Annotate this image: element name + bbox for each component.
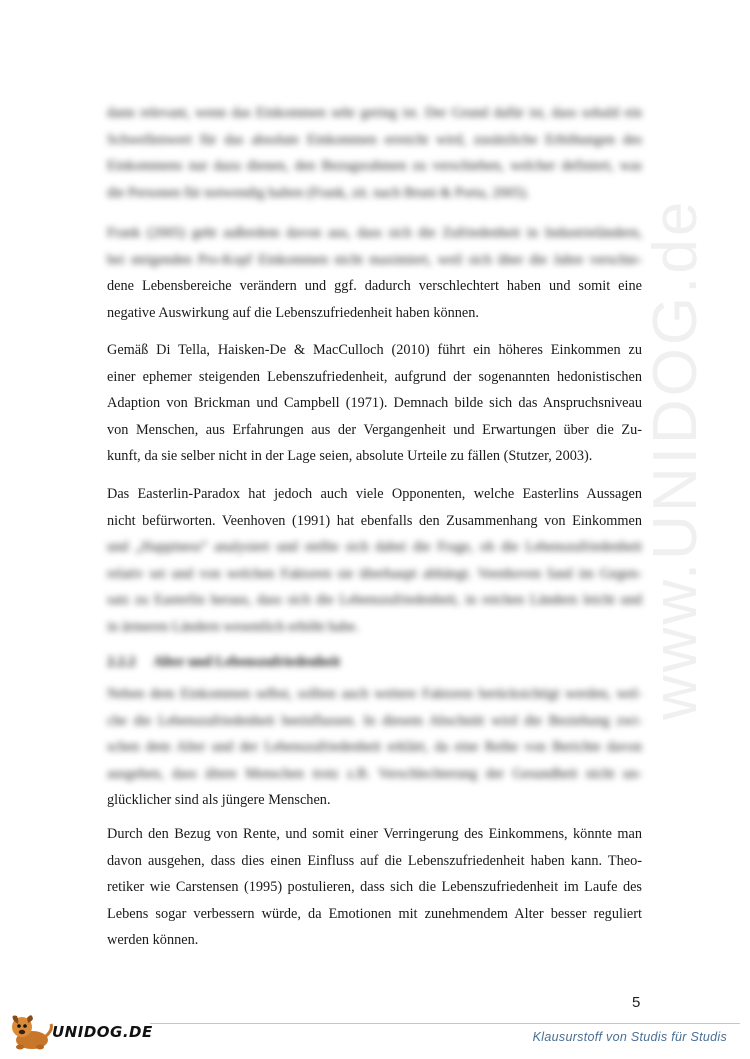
section-title: Alter und Lebenszufriedenheit — [153, 654, 341, 670]
text-line: dann relevant, wenn das Einkommen sehr gering ist. Der Grund dafür ist, dass sobald ein — [107, 105, 642, 121]
text-line: negative Auswirkung auf die Lebenszufriedenheit haben können. — [107, 304, 479, 321]
text-line: satz zu Easterlin heraus, dass sich die Lebenszufriedenheit, in reichen Ländern leicht und — [107, 592, 642, 608]
logo-text: UNIDOG.DE — [52, 1023, 153, 1041]
text-line: einer ephemer steigenden Lebenszufriedenheit, aufgrund der sogenannten hedonistischen — [107, 368, 642, 385]
text-line: von Menschen, aus Erfahrungen aus der Vergangenheit und Erwartungen über die Zu- — [107, 421, 642, 438]
dog-mascot-icon — [8, 1012, 54, 1052]
text-line: Lebens sogar verbessern würde, da Emotionen mit zunehmendem Alter besser reguliert — [107, 905, 642, 922]
text-line: und „Happiness“ analysiert und stellte sich dabei die Frage, ob die Lebenszufriedenheit — [107, 539, 642, 555]
text-line: nicht befürworten. Veenhoven (1991) hat ebenfalls den Zusammenhang von Einkommen — [107, 512, 642, 529]
footer-tagline: Klausurstoff von Studis für Studis — [532, 1030, 727, 1044]
text-line: retiker wie Carstensen (1995) postulieren, dass sich die Lebenszufriedenheit im Laufe des — [107, 879, 642, 895]
paragraph-5 — [107, 681, 642, 814]
text-line: davon ausgehen, dass dies einen Einfluss auf die Lebenszufriedenheit haben kann. Theo- — [107, 852, 642, 869]
section-number: 2.2.2 — [107, 654, 136, 670]
text-line: die Personen für notwendig halten (Frank, zit. nach Bruni & Porta, 2005). — [107, 184, 530, 201]
text-line: Gemäß Di Tella, Haisken-De & MacCulloch (2010) führt ein höheres Einkommen zu — [107, 342, 642, 358]
footer-divider — [150, 1023, 740, 1024]
paragraph-2 — [107, 220, 642, 326]
text-line: kunft, da sie selber nicht in der Lage seien, absolute Urteile zu fällen (Stutzer, 2003). — [107, 448, 593, 464]
text-line: werden können. — [107, 932, 199, 948]
section-heading — [107, 652, 340, 672]
paragraph-4 — [107, 481, 642, 640]
text-line: dene Lebensbereiche verändern und ggf. dadurch verschlechtert haben und somit eine — [107, 278, 642, 294]
text-line: Einkommens nur dazu dienen, den Bezugsrahmen zu verschieben, welcher definiert, was — [107, 158, 642, 174]
paragraph-3 — [107, 337, 642, 470]
text-line: bei steigenden Pro-Kopf Einkommen nicht maximiert, weil sich über die Jahre verschie- — [107, 251, 642, 268]
text-line: Schwellenwert für das absolute Einkommen erreicht wird, zusätzliche Erhöhungen des — [107, 131, 642, 148]
paragraph-6 — [107, 821, 642, 954]
text-line: ausgehen, dass ältere Menschen trotz z.B. Verschlechterung der Gesundheit nicht un- — [107, 765, 642, 782]
text-line: Adaption von Brickman und Campbell (1971). Demnach bilde sich das Anspruchsniveau — [107, 395, 642, 411]
text-line: Frank (2005) geht außerdem davon aus, dass sich die Zufriedenheit in Industrieländern, — [107, 225, 642, 241]
text-line: che die Lebenszufriedenheit beeinflussen. In diesem Abschnitt wird die Beziehung zwi- — [107, 712, 642, 729]
page-number: 5 — [632, 994, 641, 1011]
text-line: relativ sei und von welchen Faktoren sie überhaupt abhängt. Veenhoven fand im Gegen- — [107, 565, 642, 582]
text-line: schen dem Alter und der Lebenszufriedenheit erklärt, da eine Reihe von Berichte davon — [107, 739, 642, 755]
text-line: Neben dem Einkommen selbst, sollten auch weitere Faktoren berücksichtigt werden, wel- — [107, 686, 642, 702]
watermark: www.UNIDOG.de — [641, 198, 710, 720]
text-line: glücklicher sind als jüngere Menschen. — [107, 792, 331, 808]
unidog-logo[interactable] — [8, 1012, 158, 1052]
text-line: in ärmeren Ländern wesentlich erhöht habe. — [107, 618, 359, 635]
text-line: Das Easterlin-Paradox hat jedoch auch viele Opponenten, welche Easterlins Aussagen — [107, 486, 642, 502]
text-line: Durch den Bezug von Rente, und somit einer Verringerung des Einkommens, könnte man — [107, 826, 642, 842]
paragraph-1 — [107, 100, 642, 206]
